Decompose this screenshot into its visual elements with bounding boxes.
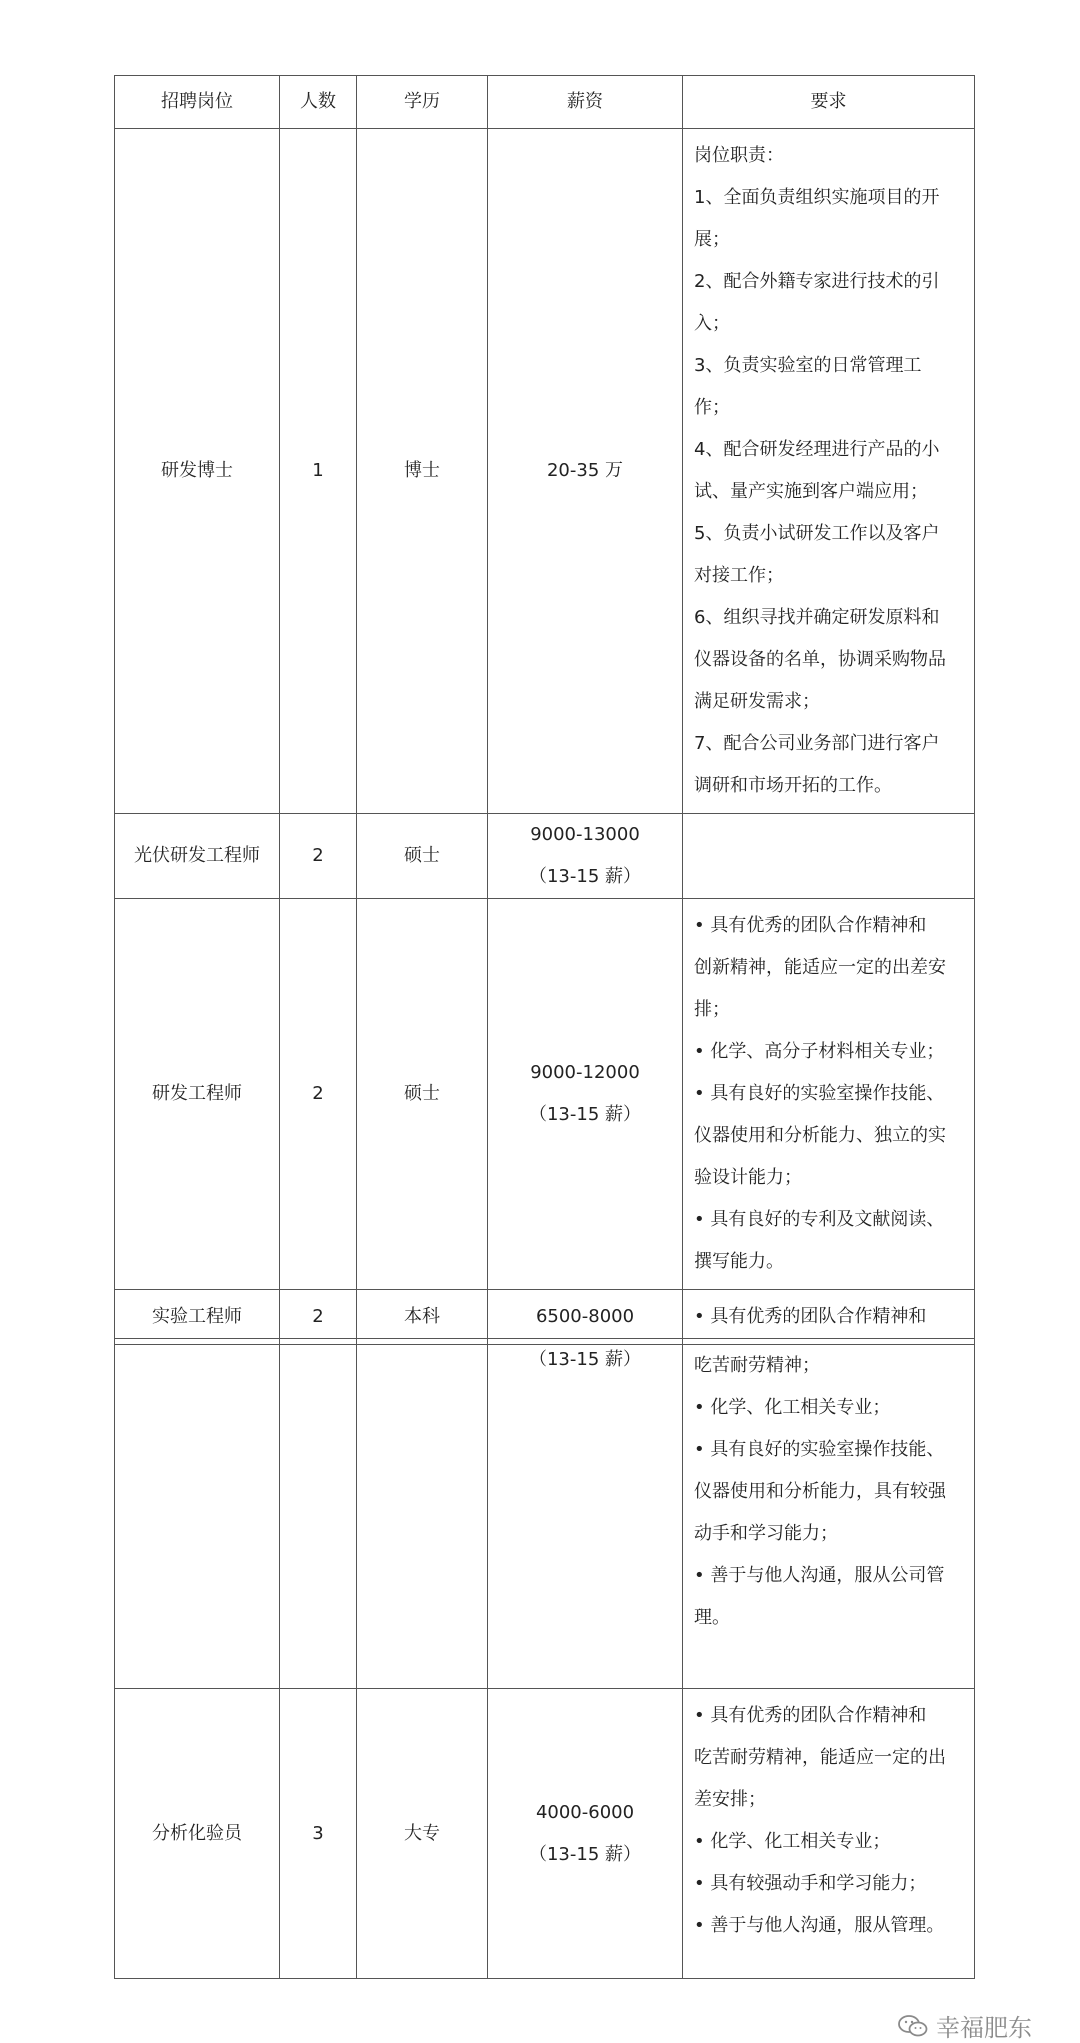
table-header-row [115, 76, 975, 129]
cell-line: 吃苦耐劳精神； [694, 1355, 820, 1376]
count-cell: 2 [280, 1290, 357, 1345]
wechat-icon [898, 2015, 928, 2037]
cell-line: 吃苦耐劳精神，能适应一定的出 [694, 1747, 946, 1768]
cell-line: 排； [694, 999, 730, 1020]
table-row [115, 1290, 975, 1345]
cell-line: 撰写能力。 [694, 1251, 784, 1272]
cell-line: 9000-12000 [530, 1062, 640, 1083]
education-cell: 硕士 [357, 814, 488, 899]
cell-line: 动手和学习能力； [694, 1523, 838, 1544]
cell-line: 展； [694, 229, 730, 250]
cell-line: （13-15 薪） [528, 1104, 642, 1125]
cell-line: 2、配合外籍专家进行技术的引 [694, 271, 940, 292]
count-cell: 2 [280, 814, 357, 899]
salary-cell [488, 1339, 683, 1689]
requirements-cell [683, 814, 975, 899]
requirements-cell [683, 1290, 975, 1345]
cell-line: • 化学、化工相关专业； [694, 1397, 891, 1418]
table-row [115, 1339, 975, 1689]
cell-line: • 具有良好的专利及文献阅读、 [694, 1209, 945, 1230]
cell-line: • 具有优秀的团队合作精神和 [694, 1306, 927, 1327]
position-cell: 分析化验员 [115, 1689, 280, 1979]
cell-line: • 具有良好的实验室操作技能、 [694, 1439, 945, 1460]
cell-line: • 善于与他人沟通，服从公司管 [694, 1565, 945, 1586]
cell-line: 创新精神，能适应一定的出差安 [694, 957, 946, 978]
cell-line: （13-15 薪） [528, 1843, 642, 1865]
cell-line: 3、负责实验室的日常管理工 [694, 355, 922, 376]
education-cell: 博士 [357, 129, 488, 814]
count-cell: 1 [280, 129, 357, 814]
header-education: 学历 [357, 76, 488, 129]
requirements-cell [683, 129, 975, 814]
header-salary: 薪资 [488, 76, 683, 129]
header-count: 人数 [280, 76, 357, 129]
cell-line: • 具有优秀的团队合作精神和 [694, 915, 927, 936]
salary-cell [488, 129, 683, 814]
cell-line: • 具有较强动手和学习能力； [694, 1873, 927, 1894]
requirements-cell [683, 1689, 975, 1979]
cell-line: 验设计能力； [694, 1167, 802, 1188]
count-cell [280, 1339, 357, 1689]
education-cell [357, 1339, 488, 1689]
cell-line: 理。 [694, 1607, 730, 1628]
header-position: 招聘岗位 [115, 76, 280, 129]
cell-line: 试、量产实施到客户端应用； [694, 481, 928, 502]
cell-line: 入； [694, 313, 730, 334]
cell-line: 20-35 万 [546, 460, 624, 481]
cell-line: 仪器使用和分析能力，具有较强 [694, 1481, 946, 1502]
salary-cell [488, 899, 683, 1290]
cell-line: • 化学、化工相关专业； [694, 1831, 891, 1852]
requirements-cell [683, 1339, 975, 1689]
cell-line: 6500-8000 [535, 1306, 635, 1327]
salary-cell [488, 1689, 683, 1979]
position-cell [115, 1339, 280, 1689]
education-cell: 硕士 [357, 899, 488, 1290]
education-cell: 本科 [357, 1290, 488, 1345]
cell-line: （13-15 薪） [528, 1349, 642, 1370]
recruitment-table-continued [114, 1338, 975, 1979]
cell-line: 作； [694, 397, 730, 418]
cell-line: 仪器使用和分析能力、独立的实 [694, 1125, 946, 1146]
cell-line: 5、负责小试研发工作以及客户 [694, 523, 940, 544]
cell-line: • 具有优秀的团队合作精神和 [694, 1705, 927, 1726]
salary-cell [488, 1290, 683, 1345]
cell-line: 对接工作； [694, 565, 784, 586]
cell-line: 9000-13000 [530, 824, 640, 845]
position-cell: 光伏研发工程师 [115, 814, 280, 899]
watermark-text: 幸福肥东 [936, 2014, 1032, 2042]
table-row [115, 814, 975, 899]
position-cell: 研发工程师 [115, 899, 280, 1290]
position-cell: 研发博士 [115, 129, 280, 814]
table-row [115, 129, 975, 814]
cell-line: • 化学、高分子材料相关专业； [694, 1041, 945, 1062]
cell-line: 差安排； [694, 1789, 766, 1810]
count-cell: 2 [280, 899, 357, 1290]
salary-cell [488, 814, 683, 899]
recruitment-table [114, 75, 975, 1345]
cell-line: 满足研发需求； [694, 691, 820, 712]
cell-line: • 具有良好的实验室操作技能、 [694, 1083, 945, 1104]
cell-line: 4、配合研发经理进行产品的小 [694, 439, 940, 460]
cell-line: 1、全面负责组织实施项目的开 [694, 187, 940, 208]
table-row [115, 899, 975, 1290]
cell-line: 岗位职责： [694, 145, 784, 166]
cell-line: 4000-6000 [535, 1801, 635, 1823]
cell-line: 调研和市场开拓的工作。 [694, 775, 892, 796]
cell-line: • 善于与他人沟通，服从管理。 [694, 1915, 945, 1936]
watermark [898, 2008, 1032, 2043]
education-cell: 大专 [357, 1689, 488, 1979]
cell-line: （13-15 薪） [528, 866, 642, 887]
count-cell: 3 [280, 1689, 357, 1979]
position-cell: 实验工程师 [115, 1290, 280, 1345]
cell-line: 6、组织寻找并确定研发原料和 [694, 607, 940, 628]
header-requirements: 要求 [683, 76, 975, 129]
cell-line: 7、配合公司业务部门进行客户 [694, 733, 940, 754]
table-row [115, 1689, 975, 1979]
requirements-cell [683, 899, 975, 1290]
cell-line: 仪器设备的名单，协调采购物品 [694, 649, 946, 670]
